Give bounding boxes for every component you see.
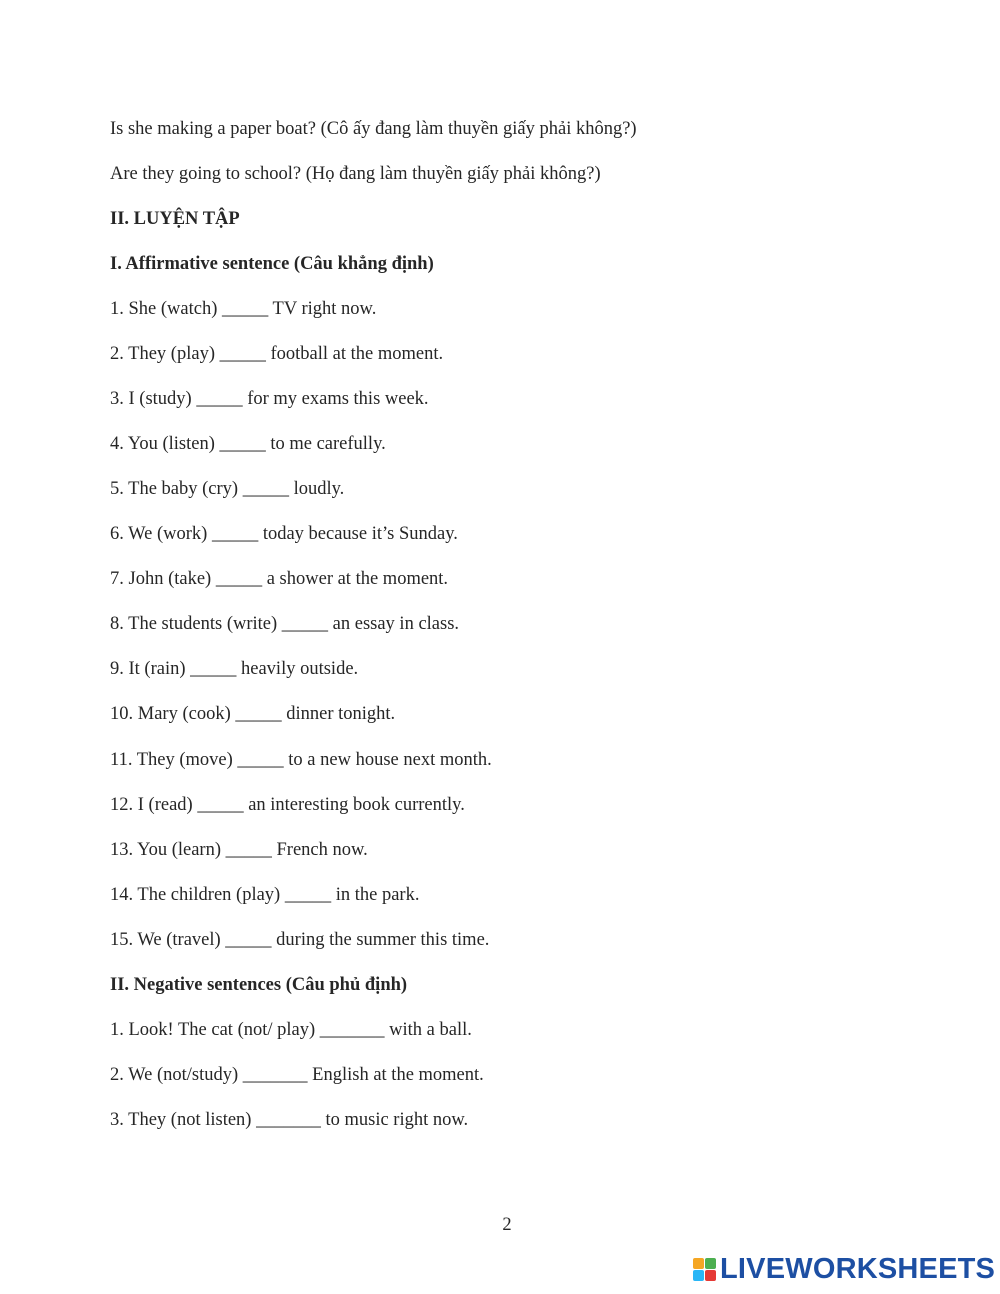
liveworksheets-brand[interactable] [693, 1254, 995, 1284]
practice-heading: II. LUYỆN TẬP [110, 209, 240, 229]
logo-square-3 [693, 1270, 704, 1281]
affirmative-item-1: 1. She (watch) _____ TV right now. [110, 299, 377, 319]
affirmative-item-7: 7. John (take) _____ a shower at the moment. [110, 569, 449, 589]
logo-square-1 [693, 1258, 704, 1269]
affirmative-item-11: 11. They (move) _____ to a new house next month. [110, 750, 492, 770]
affirmative-item-3: 3. I (study) _____ for my exams this week. [110, 389, 429, 409]
affirmative-heading: I. Affirmative sentence (Câu khẳng định) [110, 254, 434, 274]
logo-square-4 [705, 1270, 716, 1281]
affirmative-item-2: 2. They (play) _____ football at the moment. [110, 344, 444, 364]
brand-name: LIVEWORKSHEETS [720, 1253, 996, 1285]
intro-line-1: Is she making a paper boat? (Cô ấy đang làm thuyền giấy phải không?) [110, 119, 637, 139]
liveworksheets-logo-icon [693, 1258, 716, 1281]
logo-square-2 [705, 1258, 716, 1269]
negative-heading: II. Negative sentences (Câu phủ định) [110, 975, 408, 995]
affirmative-item-15: 15. We (travel) _____ during the summer this time. [110, 930, 490, 950]
page-number: 2 [502, 1215, 512, 1235]
affirmative-item-9: 9. It (rain) _____ heavily outside. [110, 659, 359, 679]
affirmative-item-4: 4. You (listen) _____ to me carefully. [110, 434, 386, 454]
affirmative-item-5: 5. The baby (cry) _____ loudly. [110, 479, 345, 499]
affirmative-item-12: 12. I (read) _____ an interesting book currently. [110, 795, 465, 815]
affirmative-item-8: 8. The students (write) _____ an essay in class. [110, 614, 460, 634]
affirmative-item-6: 6. We (work) _____ today because it’s Sunday. [110, 524, 458, 544]
affirmative-item-10: 10. Mary (cook) _____ dinner tonight. [110, 704, 396, 724]
negative-item-1: 1. Look! The cat (not/ play) _______ with a ball. [110, 1020, 472, 1040]
intro-line-2: Are they going to school? (Họ đang làm thuyền giấy phải không?) [110, 164, 601, 184]
affirmative-item-14: 14. The children (play) _____ in the park. [110, 885, 420, 905]
negative-item-3: 3. They (not listen) _______ to music right now. [110, 1110, 469, 1130]
affirmative-item-13: 13. You (learn) _____ French now. [110, 840, 368, 860]
negative-item-2: 2. We (not/study) _______ English at the moment. [110, 1065, 484, 1085]
